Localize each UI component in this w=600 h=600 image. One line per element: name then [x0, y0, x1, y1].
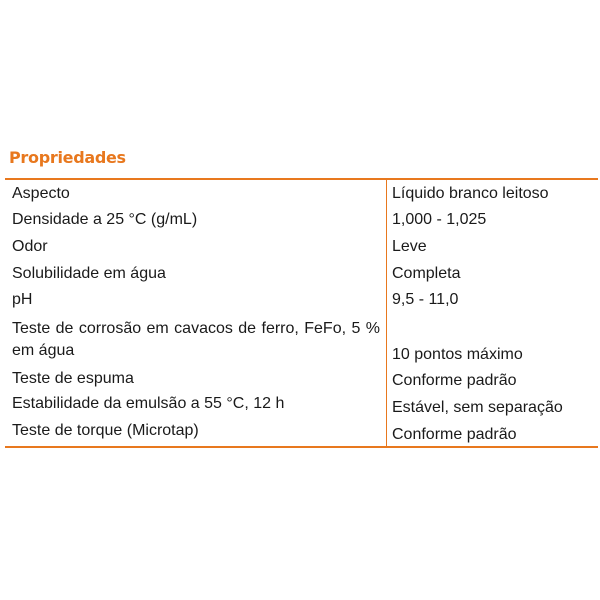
column-divider [386, 180, 387, 446]
value-torque: Conforme padrão [392, 426, 517, 443]
value-densidade: 1,000 - 1,025 [392, 211, 487, 228]
property-torque: Teste de torque (Microtap) [12, 422, 199, 439]
value-corrosao: 10 pontos máximo [392, 346, 523, 363]
property-espuma: Teste de espuma [12, 370, 134, 387]
value-odor: Leve [392, 238, 427, 255]
property-densidade: Densidade a 25 °C (g/mL) [12, 211, 198, 228]
value-aspecto: Líquido branco leitoso [392, 185, 549, 202]
section-title: Propriedades [9, 148, 126, 167]
value-estabilidade: Estável, sem separação [392, 399, 563, 416]
property-ph: pH [12, 291, 33, 308]
property-solubilidade: Solubilidade em água [12, 265, 166, 282]
value-espuma: Conforme padrão [392, 372, 517, 389]
value-ph: 9,5 - 11,0 [392, 291, 459, 308]
property-estabilidade: Estabilidade da emulsão a 55 °C, 12 h [12, 395, 285, 412]
properties-table [5, 178, 598, 448]
property-aspecto: Aspecto [12, 185, 70, 202]
property-odor: Odor [12, 238, 48, 255]
property-corrosao: Teste de corrosão em cavacos de ferro, FeFo, 5 % em água [12, 320, 380, 359]
value-solubilidade: Completa [392, 265, 461, 282]
